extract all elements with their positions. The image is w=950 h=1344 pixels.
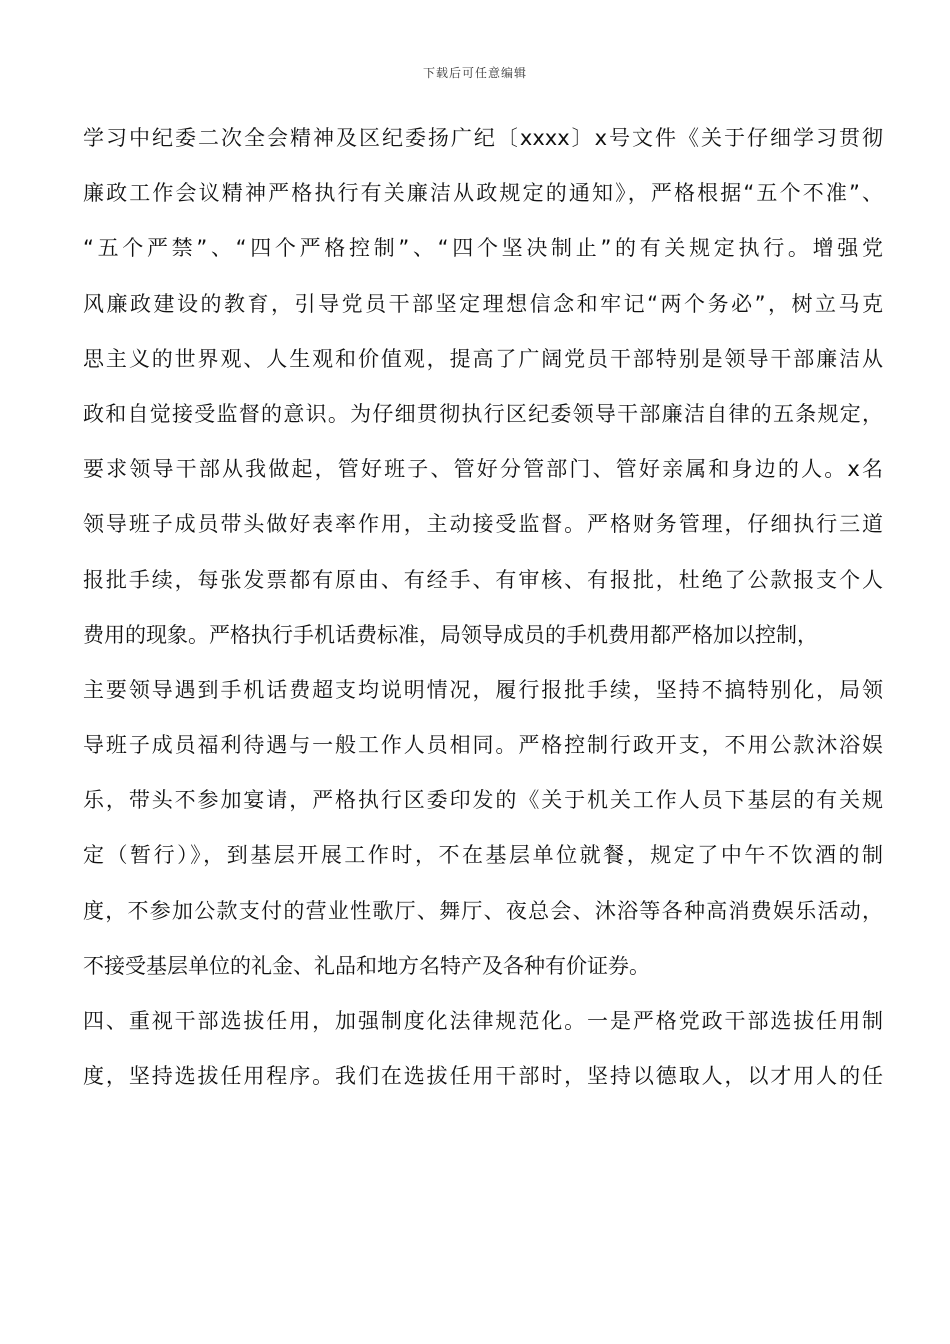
text-line: 政和自觉接受监督的意识。为仔细贯彻执行区纪委领导干部廉洁自律的五条规定， bbox=[83, 401, 883, 426]
text-line: 廉政工作会议精神严格执行有关廉洁从政规定的通知》，严格根据“五个不准”、 bbox=[83, 181, 883, 206]
text-line: 学习中纪委二次全会精神及区纪委扬广纪〔xxxx〕x号文件《关于仔细学习贯彻 bbox=[83, 126, 883, 150]
body-text bbox=[83, 116, 883, 1109]
text-line: 思主义的世界观、人生观和价值观，提高了广阔党员干部特别是领导干部廉洁从 bbox=[83, 346, 883, 371]
text-line: 乐，带头不参加宴请，严格执行区委印发的《关于机关工作人员下基层的有关规 bbox=[83, 788, 883, 813]
text-line: 风廉政建设的教育，引导党员干部坚定理想信念和牢记“两个务必”，树立马克 bbox=[83, 291, 883, 316]
text-line: 主要领导遇到手机话费超支均说明情况，履行报批手续，坚持不搞特别化，局领 bbox=[83, 677, 883, 702]
text-line: 定（暂行）》，到基层开展工作时，不在基层单位就餐，规定了中午不饮酒的制 bbox=[83, 843, 883, 868]
text-line: “五个严禁”、“四个严格控制”、“四个坚决制止”的有关规定执行。增强党 bbox=[83, 236, 883, 261]
text-line: 领导班子成员带头做好表率作用，主动接受监督。严格财务管理，仔细执行三道 bbox=[83, 512, 883, 537]
text-line: 导班子成员福利待遇与一般工作人员相同。严格控制行政开支，不用公款沐浴娱 bbox=[83, 733, 883, 758]
text-line: 度，不参加公款支付的营业性歌厅、舞厅、夜总会、沐浴等各种高消费娱乐活动， bbox=[83, 898, 883, 923]
text-line: 四、重视干部选拔任用，加强制度化法律规范化。一是严格党政干部选拔任用制 bbox=[83, 1009, 883, 1033]
text-line: 要求领导干部从我做起，管好班子、管好分管部门、管好亲属和身边的人。x名 bbox=[83, 457, 883, 482]
page-header: 下载后可任意编辑 bbox=[422, 66, 527, 80]
text-line: 度，坚持选拔任用程序。我们在选拔任用干部时，坚持以德取人，以才用人的任 bbox=[83, 1064, 883, 1089]
text-line: 费用的现象。严格执行手机话费标准，局领导成员的手机费用都严格加以控制， bbox=[83, 622, 818, 647]
text-line: 报批手续，每张发票都有原由、有经手、有审核、有报批，杜绝了公款报支个人 bbox=[83, 567, 883, 592]
text-line: 不接受基层单位的礼金、礼品和地方名特产及各种有价证券。 bbox=[83, 953, 650, 978]
